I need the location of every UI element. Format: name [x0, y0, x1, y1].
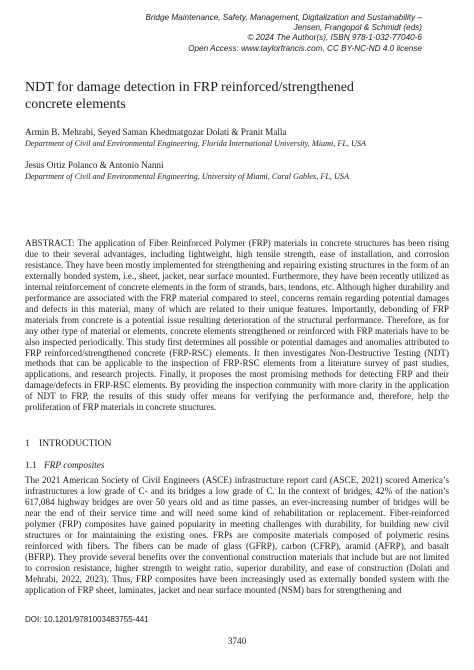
header-line-editors: Jensen, Frangopol & Schmidt (eds): [293, 23, 422, 33]
title-line-1: NDT for damage detection in FRP reinforced/strengthened: [25, 80, 354, 95]
paper-title: [25, 80, 425, 113]
page-number: 3740: [227, 636, 247, 646]
title-line-2: concrete elements: [25, 96, 126, 112]
section-number: 1: [25, 438, 30, 449]
doi-footer: DOI: 10.1201/9781003483755-441: [25, 615, 149, 624]
subsection-heading: [25, 461, 105, 472]
header-line-book-title: Bridge Maintenance, Safety, Management, Digitalization and Sustainability –: [145, 13, 422, 22]
author-list-2: Jesus Ortiz Polanco & Antonio Nanni: [25, 160, 164, 170]
affiliation-2: Department of Civil and Environmental Engineering, University of Miami, Coral Gables, FL, USA: [25, 172, 349, 181]
book-header: [92, 13, 422, 54]
header-line-copyright: © 2024 The Author(s), ISBN 978-1-032-77040-6: [247, 33, 422, 43]
author-list-1: Armin B. Mehrabi, Seyed Saman Khedmatgozar Dolati & Pranit Malla: [25, 127, 287, 137]
subsection-number: 1.1: [25, 461, 37, 471]
affiliation-1: Department of Civil and Environmental Engineering, Florida International University, Miami, FL, USA: [25, 139, 367, 148]
abstract: ABSTRACT: The application of Fiber Reinforced Polymer (FRP) materials in concrete structures has been rising due to their several advantages, including lightweight, high tensile strength, ease of installation, and corrosion resistance. They have been mostly implemented for strengthening and repairing existing structures in the form of an externally bonded system, i.e., sheet, jacket, near surface mounted. Furthermore, they have been recently utilized as internal reinforcement of concrete elements in the form of strands, bars, tendons, etc. Although higher durability and performance are associated with the FRP material compared to steel, concerns remain regarding potential damages and defects in this material, many of which are related to their unique features. Importantly, debonding of FRP materials from concrete is a potential issue resulting deterioration of the structural performance. Therefore, as for any other type of material or elements, concrete elements strengthened or reinforced with FRP materials have to be also inspected periodically. This study first determines all possible or potential damages and anomalies attributed to FRP reinforced/strengthened concrete (FRP-RSC) elements. It then investigates Non-Destructive Testing (NDT) methods that can be applicable to the inspection of FRP-RSC elements from a literature survey of past studies, applications, and research projects. Finally, it proposes the most promising methods for detecting FRP and their damage/defects in FRP-RSC elements. By providing the inspection community with more clarity in the application of NDT to FRP, the results of this study offer means for verifying the performance and, therefore, help the proliferation of FRP materials in concrete structures.: [25, 238, 449, 413]
body-paragraph: The 2021 American Society of Civil Engineers (ASCE) infrastructure report card (ASCE, 2021) scored America’s infrastructures a low grade of C- and its bridges a low grade of C. In the context of bridges, 42% of the nation’s 617,084 highway bridges are over 50 years old and as time passes, an ever-increasing number of bridges will be near the end of their service time and will need some kind of rehabilitation or replacement. Fiber-reinforced polymer (FRP) composites have gained popularity in meeting challenges with durability, for building new civil structures or for maintaining the existing ones. FRPs are composite materials composed of polymeric resins reinforced with fibers. The fibers can be made of glass (GFRP), carbon (CFRP), aramid (AFRP), and basalt (BFRP). They provide several benefits over the conventional construction materials that include but are not limited to corrosion resistance, higher strength to weight ratio, superior durability, and ease of construction (Dolati and Mehrabi, 2022, 2023). Thus, FRP composites have been increasingly used as externally bonded system with the application of FRP sheet, laminates, jacket and near surface mounted (NSM) bars for strengthening and: [25, 475, 449, 595]
header-line-license: Open Access: www.taylorfrancis.com, CC BY-NC-ND 4.0 license: [188, 43, 422, 53]
section-title: INTRODUCTION: [39, 438, 112, 449]
subsection-title: FRP composites: [44, 461, 105, 471]
section-heading: [25, 438, 111, 449]
